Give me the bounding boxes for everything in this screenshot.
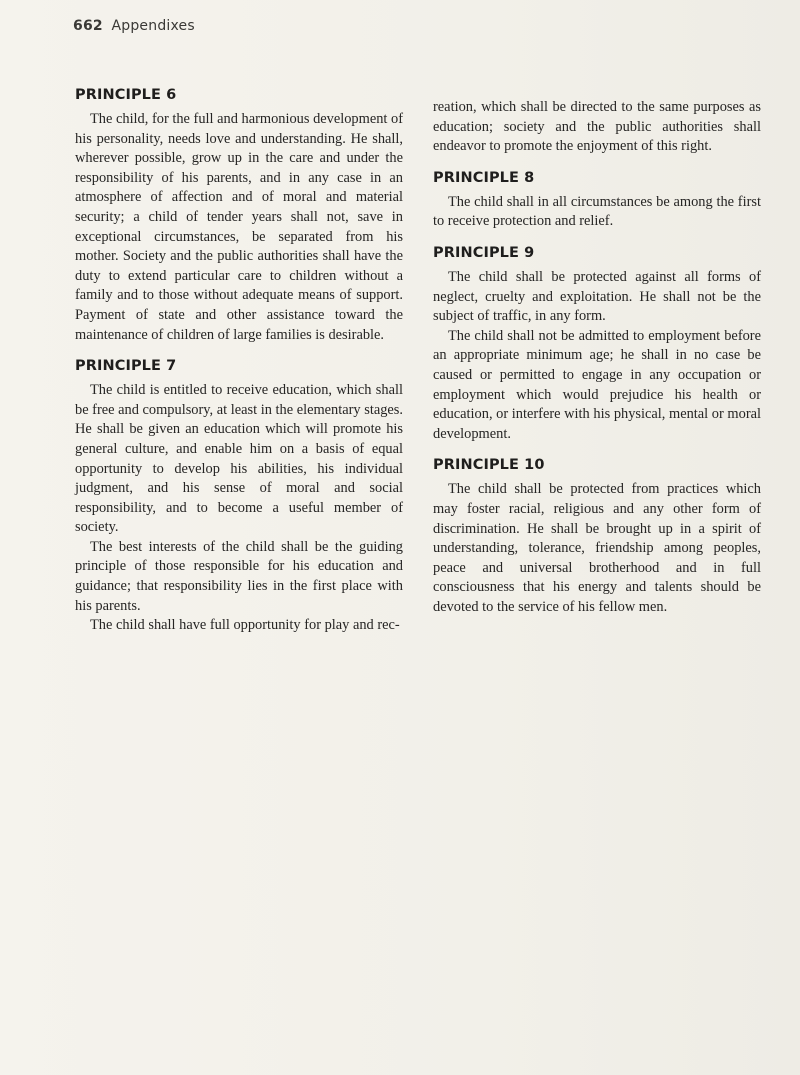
principle-7-paragraph-1: The child is entitled to receive education, which shall be free and compulsory, at least in the elementary stages. He shall be given an education which will promote his general culture, and enable him on a basis of equal opportunity to develop his abilities, his individual judgment, and his sense of moral and social responsibility, and to become a useful member of society. <box>75 382 403 536</box>
principle-10-section <box>433 456 761 617</box>
principle-6-section <box>75 86 403 345</box>
principle-8-heading: PRINCIPLE 8 <box>433 169 535 186</box>
principle-7-section <box>75 357 403 636</box>
principle-10-paragraph-1: The child shall be protected from practices which may foster racial, religious and any other form of discrimination. He shall be brought up in a spirit of understanding, tolerance, friendship among peoples, peace and universal brotherhood and in full consciousness that his energy and talents should be devoted to the service of his fellow men. <box>433 481 761 615</box>
principle-9-heading: PRINCIPLE 9 <box>433 244 535 261</box>
running-head-title: Appendixes <box>111 18 195 34</box>
principle-10-heading: PRINCIPLE 10 <box>433 457 545 474</box>
principle-9-section <box>433 244 761 444</box>
right-column <box>433 98 761 617</box>
principle-7-paragraph-2: The best interests of the child shall be the guiding principle of those responsible for his education and guidance; that responsibility lies in the first place with his parents. <box>75 538 403 614</box>
principle-9-paragraph-2: The child shall not be admitted to employment before an appropriate minimum age; he shall in no case be caused or permitted to engage in any occupation or employment which would prejudice his health or education, or interfere with his physical, mental or moral development. <box>433 327 761 442</box>
page-number: 662 <box>73 18 103 34</box>
principle-8-paragraph-1: The child shall in all circumstances be among the first to receive protection and relief. <box>433 193 761 230</box>
running-head <box>73 18 195 34</box>
principle-7-paragraph-3: The child shall have full opportunity for play and rec- <box>90 617 400 634</box>
left-column <box>75 86 403 636</box>
principle-7-heading: PRINCIPLE 7 <box>75 358 177 375</box>
principle-6-paragraph-1: The child, for the full and harmonious development of his personality, needs love and understanding. He shall, wherever possible, grow up in the care and under the responsibility of his parents, and in any case in an atmosphere of affection and of moral and material security; a child of tender years shall not, save in exceptional circumstances, be separated from his mother. Society and the public authorities shall have the duty to extend particular care to children without a family and to those without adequate means of support. Payment of state and other assistance toward the maintenance of children of large families is desirable. <box>75 111 403 343</box>
principle-6-heading: PRINCIPLE 6 <box>75 87 177 103</box>
principle-8-section <box>433 169 761 232</box>
principle-7-continuation: reation, which shall be directed to the same purposes as education; society and the public authorities shall endeavor to promote the enjoyment of this right. <box>433 99 761 155</box>
principle-9-paragraph-1: The child shall be protected against all forms of neglect, cruelty and exploitation. He shall not be the subject of traffic, in any form. <box>433 268 761 325</box>
